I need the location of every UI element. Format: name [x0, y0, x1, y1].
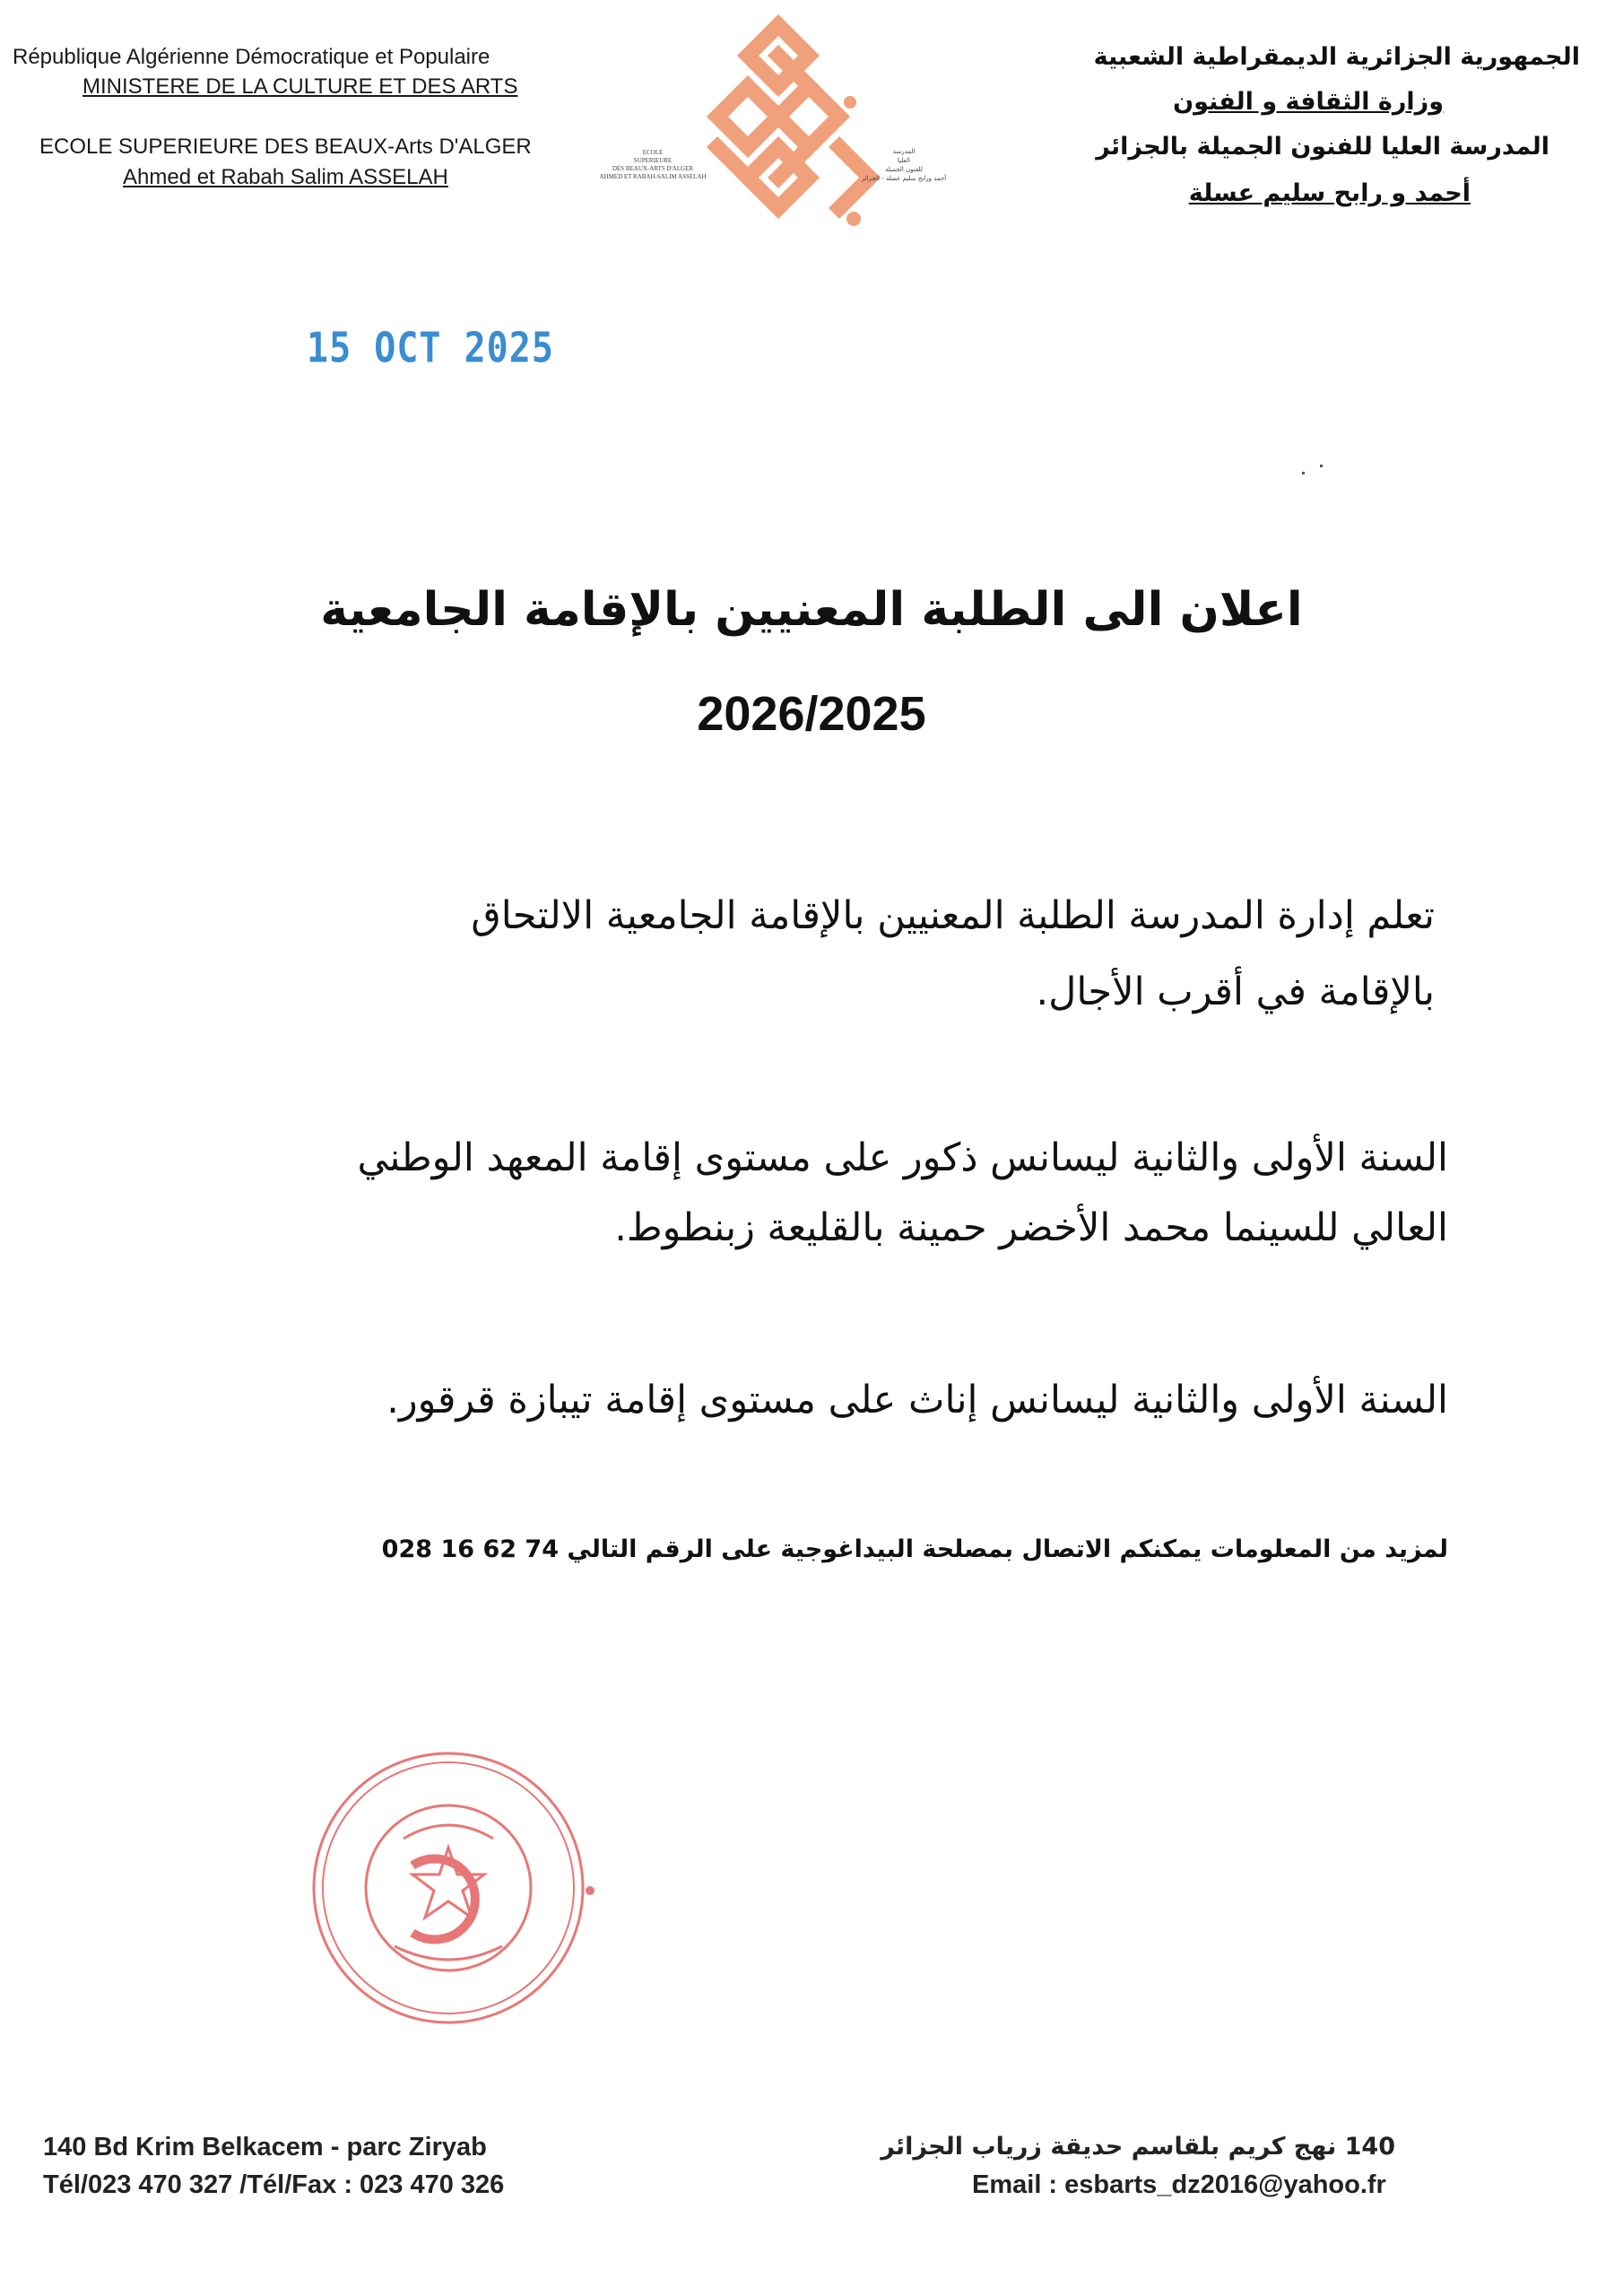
school-logo-emblem	[581, 13, 976, 237]
footer-email: Email : esbarts_dz2016@yahoo.fr	[972, 2170, 1386, 2199]
paragraph-1-line-1: تعلم إدارة المدرسة الطلبة المعنيين بالإقامة الجامعية الالتحاق	[471, 893, 1435, 938]
header-school-names: Ahmed et Rabah Salim ASSELAH	[123, 165, 448, 189]
logo-caption-ar: المدرسة العليا للفنون الجميلة أحمد ورابح سليم عسلة - الجزائر	[861, 148, 947, 182]
academic-year: 2026/2025	[697, 687, 926, 741]
official-stamp-seal	[305, 1740, 601, 2036]
header-ministry-ar: وزارة الثقافة و الفنون	[1173, 88, 1444, 116]
header-school-ar: المدرسة العليا للفنون الجميلة بالجزائر	[1096, 133, 1549, 161]
header-school: ECOLE SUPERIEURE DES BEAUX-Arts D'ALGER	[39, 135, 532, 159]
scan-speck	[1302, 472, 1305, 474]
school-logo	[581, 13, 976, 237]
paragraph-2-line-1: السنة الأولى والثانية ليسانس ذكور على مستوى إقامة المعهد الوطني	[357, 1135, 1448, 1180]
date-stamp: 15 OCT 2025	[307, 325, 554, 372]
header-ministry: MINISTERE DE LA CULTURE ET DES ARTS	[82, 74, 518, 99]
paragraph-3: السنة الأولى والثانية ليسانس إناث على مستوى إقامة تيبازة قرقور.	[386, 1378, 1448, 1422]
announcement-title: اعلان الى الطلبة المعنيين بالإقامة الجامعية	[320, 583, 1303, 637]
footer-phone: Tél/023 470 327 /Tél/Fax : 023 470 326	[43, 2170, 505, 2199]
logo-caption-fr: ECOLE SUPERIEURE DES BEAUX-ARTS D'ALGER AHMED ET RABAH-SALIM ASSELAH	[599, 149, 707, 180]
contact-info: لمزيد من المعلومات يمكنكم الاتصال بمصلحة البيداغوجية على الرقم التالي 74 62 16 028	[381, 1535, 1448, 1563]
paragraph-2-line-2: العالي للسينما محمد الأخضر حمينة بالقليعة زبنطوط.	[614, 1205, 1448, 1250]
header-republic-ar: الجمهورية الجزائرية الديمقراطية الشعبية	[1093, 43, 1580, 71]
scan-speck	[1320, 465, 1323, 467]
footer-address: 140 Bd Krim Belkacem - parc Ziryab	[43, 2133, 487, 2161]
header-republic: République Algérienne Démocratique et Populaire	[13, 45, 490, 69]
official-stamp	[305, 1740, 601, 2036]
footer-address-ar: 140 نهج كريم بلقاسم حديقة زرياب الجزائر	[881, 2133, 1395, 2161]
paragraph-1-line-2: بالإقامة في أقرب الأجال.	[1036, 970, 1435, 1014]
header-school-names-ar: أحمد و رابح سليم عسلة	[1188, 179, 1471, 207]
